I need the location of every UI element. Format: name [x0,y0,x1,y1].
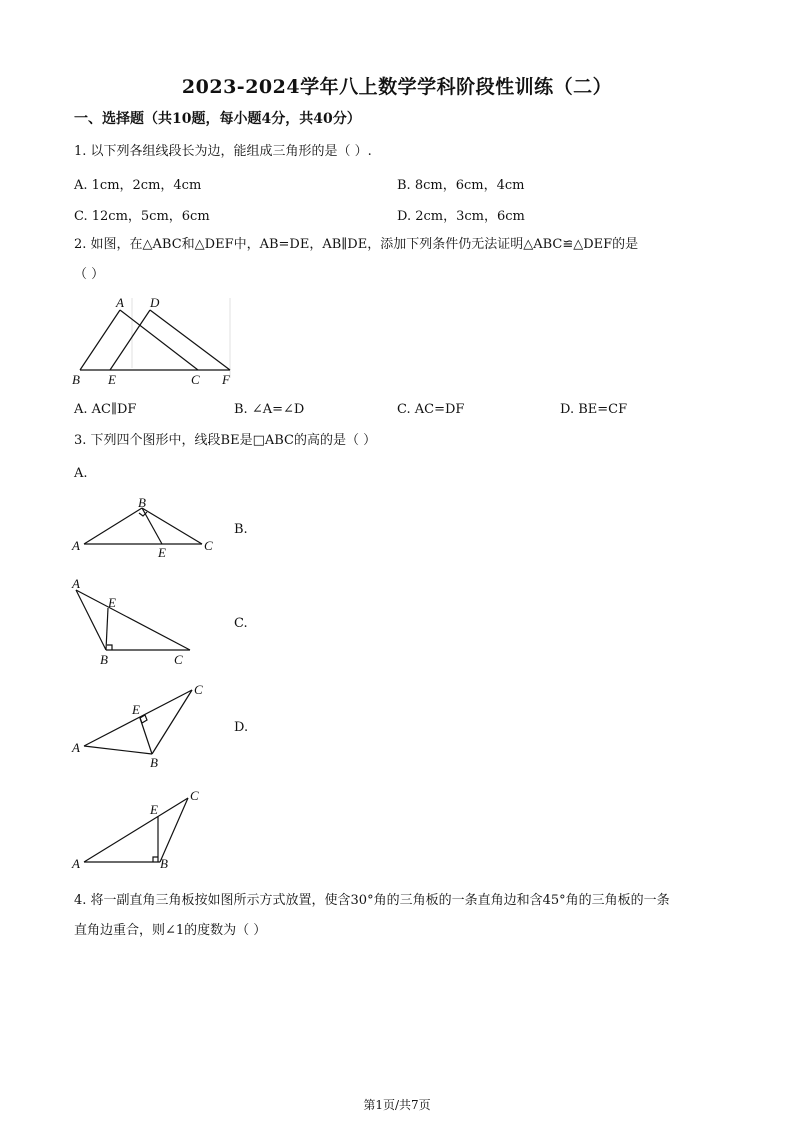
question-3-label-b: B. [234,522,248,537]
question-3-label-c: C. [234,616,248,631]
question-1-option-c: C. 12cm，5cm，6cm [74,209,210,224]
segment-df [150,310,230,370]
label-c: C [194,682,203,697]
label-e: E [132,702,140,717]
label-d: D [150,295,160,310]
question-3-label-d: D. [234,720,249,735]
label-e: E [150,802,158,817]
question-2-option-a: A. AC∥DF [74,402,137,417]
label-e: E [108,372,116,387]
question-1-stem: 1. 以下列各组线段长为边，能组成三角形的是（ ）. [74,144,372,159]
label-e: E [108,595,116,610]
label-a: A [72,856,80,871]
label-b: B [72,372,80,387]
segment-ac [120,310,198,370]
question-3-figure-d [68,784,228,878]
page-footer: 第1页/共7页 [363,1098,431,1112]
label-e: E [158,545,166,560]
label-c: C [174,652,183,667]
label-a: A [72,576,80,591]
question-4-stem-line1: 4. 将一副直角三角板按如图所示方式放置，使含30°角的三角板的一条直角边和含45°角的三角板的一条 [74,893,670,908]
section-heading: 一、选择题（共10题，每小题4分，共40分） [74,111,361,127]
question-2-option-c: C. AC=DF [397,402,465,417]
label-b: B [160,856,168,871]
label-a: A [72,740,80,755]
label-c: C [204,538,213,553]
question-3-figure-b [68,576,228,670]
segment-ab [80,310,120,370]
label-b: B [138,495,146,510]
question-3-stem: 3. 下列四个图形中，线段BE是□ABC的高的是（ ） [74,433,377,448]
question-4-stem-line2: 直角边重合，则∠1的度数为（ ） [74,923,267,938]
question-2-option-b: B. ∠A=∠D [234,402,305,417]
question-2-figure [70,294,240,390]
label-b: B [100,652,108,667]
question-2-stem-cont: （ ） [74,267,105,282]
label-a: A [72,538,80,553]
page-title: 2023-2024学年八上数学学科阶段性训练（二） [181,76,613,98]
label-b: B [150,755,158,770]
question-1-option-d: D. 2cm，3cm，6cm [397,209,525,224]
label-c: C [190,788,199,803]
label-c: C [191,372,200,387]
segment-de [110,310,150,370]
question-3-figure-a [68,494,228,560]
question-1-option-b: B. 8cm，6cm，4cm [397,178,525,193]
question-3-label-a: A. [74,466,88,481]
question-2-option-d: D. BE=CF [560,402,628,417]
question-3-figure-c [68,680,228,772]
label-a: A [116,295,124,310]
question-2-stem: 2. 如图，在△ABC和△DEF中，AB=DE，AB∥DE，添加下列条件仍无法证明△ABC≌△DEF的是 [74,237,639,252]
question-1-option-a: A. 1cm，2cm，4cm [74,178,202,193]
label-f: F [222,372,230,387]
